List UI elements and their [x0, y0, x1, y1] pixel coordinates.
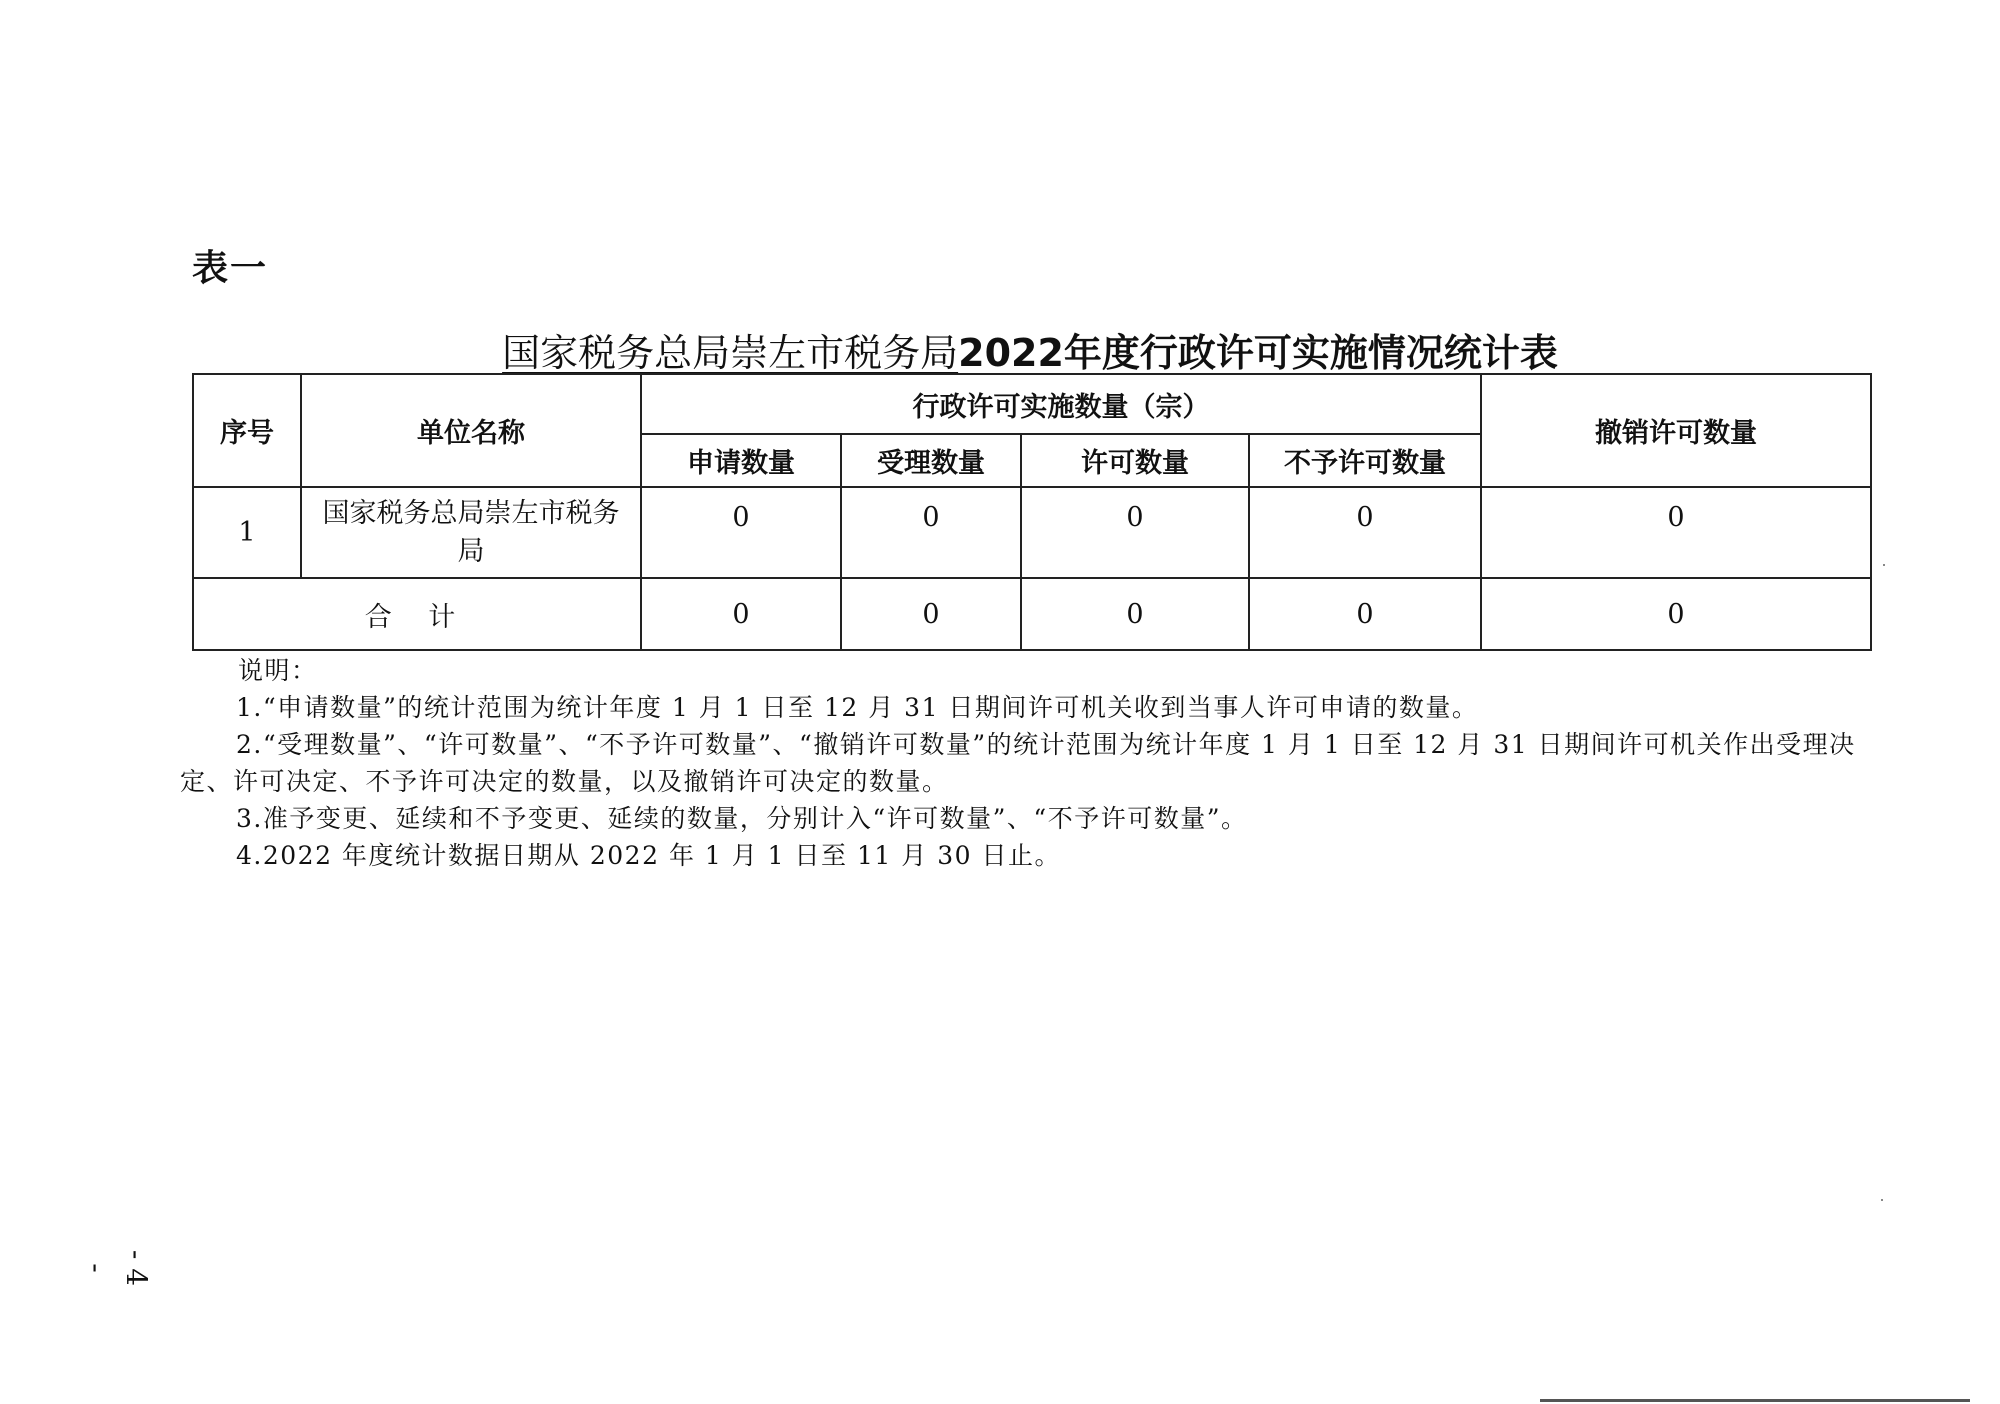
footer-rule [1540, 1399, 1970, 1402]
header-permit-count: 许可数量 [1021, 434, 1249, 487]
note-item-3: 3.准予变更、延续和不予变更、延续的数量，分别计入“许可数量”、“不予许可数量”。 [236, 804, 1248, 833]
total-label: 合 计 [193, 578, 641, 650]
header-implementation-group: 行政许可实施数量（宗） [641, 374, 1481, 434]
row-unit-name-line2: 局 [457, 535, 485, 567]
header-seq: 序号 [193, 374, 301, 487]
page-number: - 4 - [80, 1249, 153, 1287]
header-accept-count: 受理数量 [841, 434, 1021, 487]
header-row-1 [193, 374, 1871, 434]
note-item-2: 2.“受理数量”、“许可数量”、“不予许可数量”、“撤销许可数量”的统计范围为统计年度 1 月 1 日至 12 月 31 日期间许可机关作出受理决定、许可决定、不予许可决定的数量，以及撤销许可决定的数量。 [180, 730, 1856, 796]
header-deny-count: 不予许可数量 [1249, 434, 1481, 487]
title-rest: 2022年度行政许可实施情况统计表 [958, 331, 1558, 375]
table-row [193, 487, 1871, 578]
scan-speck [1881, 1199, 1883, 1201]
row-apply-value: 0 [641, 487, 841, 578]
total-deny-value: 0 [1249, 578, 1481, 650]
note-item-4: 4.2022 年度统计数据日期从 2022 年 1 月 1 日至 11 月 30 日止。 [236, 841, 1061, 870]
row-accept-value: 0 [841, 487, 1021, 578]
total-revoke-value: 0 [1481, 578, 1871, 650]
total-permit-value: 0 [1021, 578, 1249, 650]
row-revoke-value: 0 [1481, 487, 1871, 578]
row-permit-value: 0 [1021, 487, 1249, 578]
table-label: 表一 [192, 248, 269, 289]
notes-heading: 说明： [238, 656, 318, 685]
header-revoke-count: 撤销许可数量 [1481, 374, 1871, 487]
scan-speck [1883, 564, 1885, 566]
row-unit-name [301, 487, 641, 578]
header-unit-name: 单位名称 [301, 374, 641, 487]
row-deny-value: 0 [1249, 487, 1481, 578]
title-organization: 国家税务总局崇左市税务局 [502, 331, 959, 375]
row-unit-name-line1: 国家税务总局崇左市税务 [322, 497, 620, 529]
row-seq: 1 [193, 487, 301, 578]
note-item-1: 1.“申请数量”的统计范围为统计年度 1 月 1 日至 12 月 31 日期间许可机关收到当事人许可申请的数量。 [236, 693, 1479, 722]
total-row [193, 578, 1871, 650]
notes-section [180, 652, 1870, 874]
total-accept-value: 0 [841, 578, 1021, 650]
total-apply-value: 0 [641, 578, 841, 650]
document-title [190, 322, 1870, 377]
statistics-table [192, 373, 1872, 651]
header-apply-count: 申请数量 [641, 434, 841, 487]
